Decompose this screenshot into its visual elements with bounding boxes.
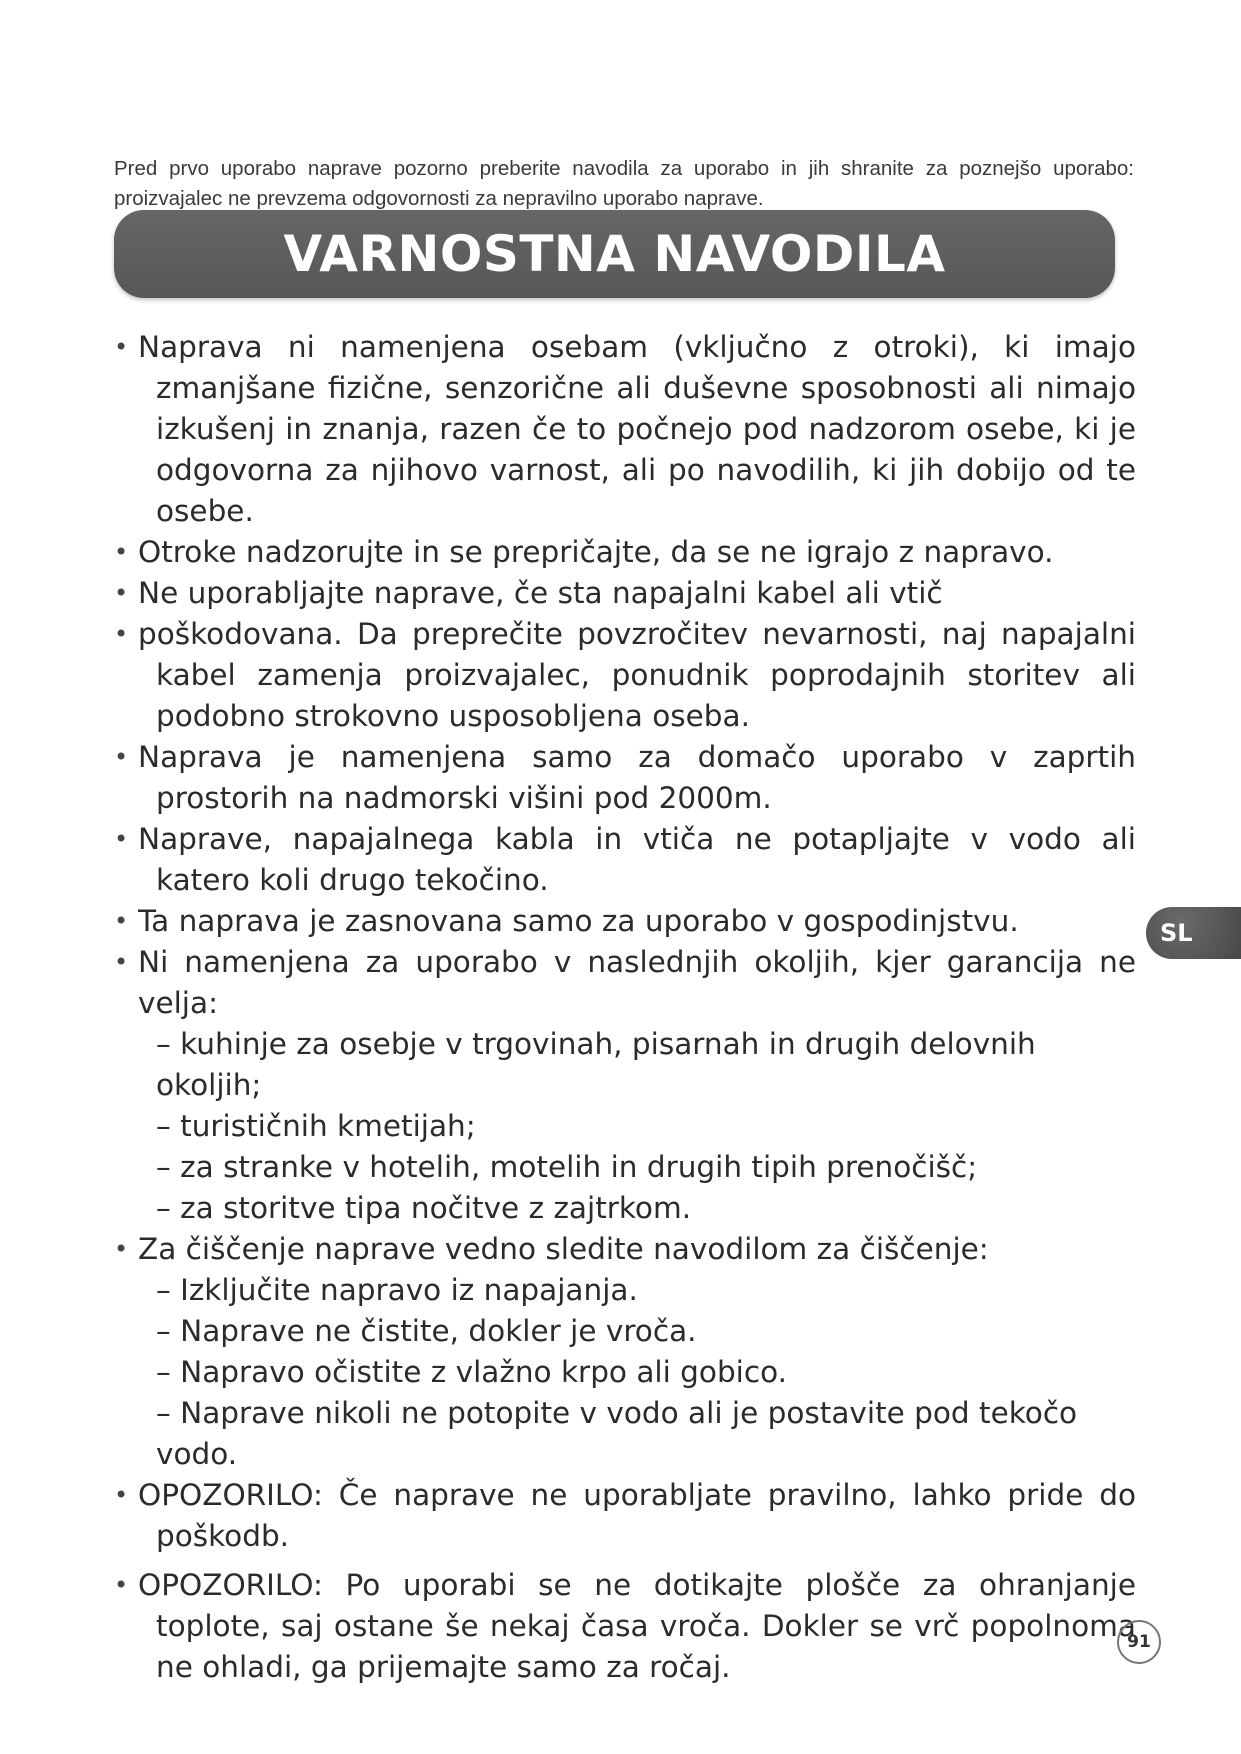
list-item — [114, 532, 1136, 573]
sub-item: – Naprave ne čistite, dokler je vroča. — [156, 1314, 697, 1348]
list-item — [114, 737, 1136, 819]
cleaning-intro: • Za čiščenje naprave vedno sledite navodilom za čiščenje: — [138, 1232, 989, 1266]
sub-item: – turističnih kmetijah; — [156, 1109, 476, 1143]
item-text: • poškodovana. Da preprečite povzročitev nevarnosti, naj napajalni kabel zamenja proizvajalec, ponudnik poprodajnih storitev ali podobno strokovno usposobljena oseba. — [138, 617, 1136, 733]
list-item — [114, 327, 1136, 532]
environments-sublist — [138, 1024, 1136, 1229]
section-banner — [114, 210, 1115, 298]
sub-item: – Napravo očistite z vlažno krpo ali gobico. — [156, 1355, 788, 1389]
sub-item: – kuhinje za osebje v trgovinah, pisarnah in drugih delovnih okoljih; — [156, 1027, 1036, 1102]
language-tab: SL — [1146, 907, 1241, 959]
item-text: • Naprava je namenjena samo za domačo uporabo v zaprtih prostorih na nadmorski višini pod 2000m. — [138, 740, 1136, 815]
sub-item: – za stranke v hotelih, motelih in drugih tipih prenočišč; — [156, 1150, 978, 1184]
list-item — [114, 573, 1136, 614]
safety-list — [114, 327, 1136, 1688]
warning-text: • OPOZORILO: Če naprave ne uporabljate pravilno, lahko pride do poškodb. — [138, 1478, 1136, 1553]
list-item-warning — [114, 1565, 1136, 1688]
item-text: • Ne uporabljajte naprave, če sta napajalni kabel ali vtič — [138, 576, 943, 610]
page-number: 91 — [1117, 1620, 1161, 1664]
item-text: • Naprave, napajalnega kabla in vtiča ne potapljajte v vodo ali katero koli drugo tekočino. — [138, 822, 1136, 897]
item-text: • Ta naprava je zasnovana samo za uporabo v gospodinjstvu. — [138, 904, 1019, 938]
intro-paragraph: Pred prvo uporabo naprave pozorno preberite navodila za uporabo in jih shranite za poznejšo uporabo: proizvajalec ne prevzema odgovornosti za nepravilno uporabo naprave. — [114, 156, 1134, 210]
list-item-warning — [114, 1475, 1136, 1557]
item-text: • Naprava ni namenjena osebam (vključno z otroki), ki imajo zmanjšane fizične, senzorične ali duševne sposobnosti ali nimajo izkušenj in znanja, razen če to počnejo pod nadzorom osebe, ki je odgovorna za njihovo varnost, ali po navodilih, ki jih dobijo od te osebe. — [138, 330, 1136, 528]
sub-item: – za storitve tipa nočitve z zajtrkom. — [156, 1191, 692, 1225]
sub-item: – Naprave nikoli ne potopite v vodo ali je postavite pod tekočo vodo. — [156, 1396, 1078, 1471]
list-item — [114, 614, 1136, 737]
list-item — [114, 819, 1136, 901]
list-item-environments — [114, 942, 1136, 1229]
item-text: • Otroke nadzorujte in se prepričajte, da se ne igrajo z napravo. — [138, 535, 1054, 569]
list-item-cleaning — [114, 1229, 1136, 1475]
list-item — [114, 901, 1136, 942]
section-title: VARNOSTNA NAVODILA — [283, 225, 946, 283]
environments-intro: • Ni namenjena za uporabo v naslednjih okoljih, kjer garancija ne velja: — [138, 945, 1136, 1020]
sub-item: – Izključite napravo iz napajanja. — [156, 1273, 638, 1307]
cleaning-sublist — [138, 1270, 1136, 1475]
warning-text: • OPOZORILO: Po uporabi se ne dotikajte plošče za ohranjanje toplote, saj ostane še nekaj časa vroča. Dokler se vrč popolnoma ne ohladi, ga prijemajte samo za ročaj. — [138, 1568, 1136, 1684]
